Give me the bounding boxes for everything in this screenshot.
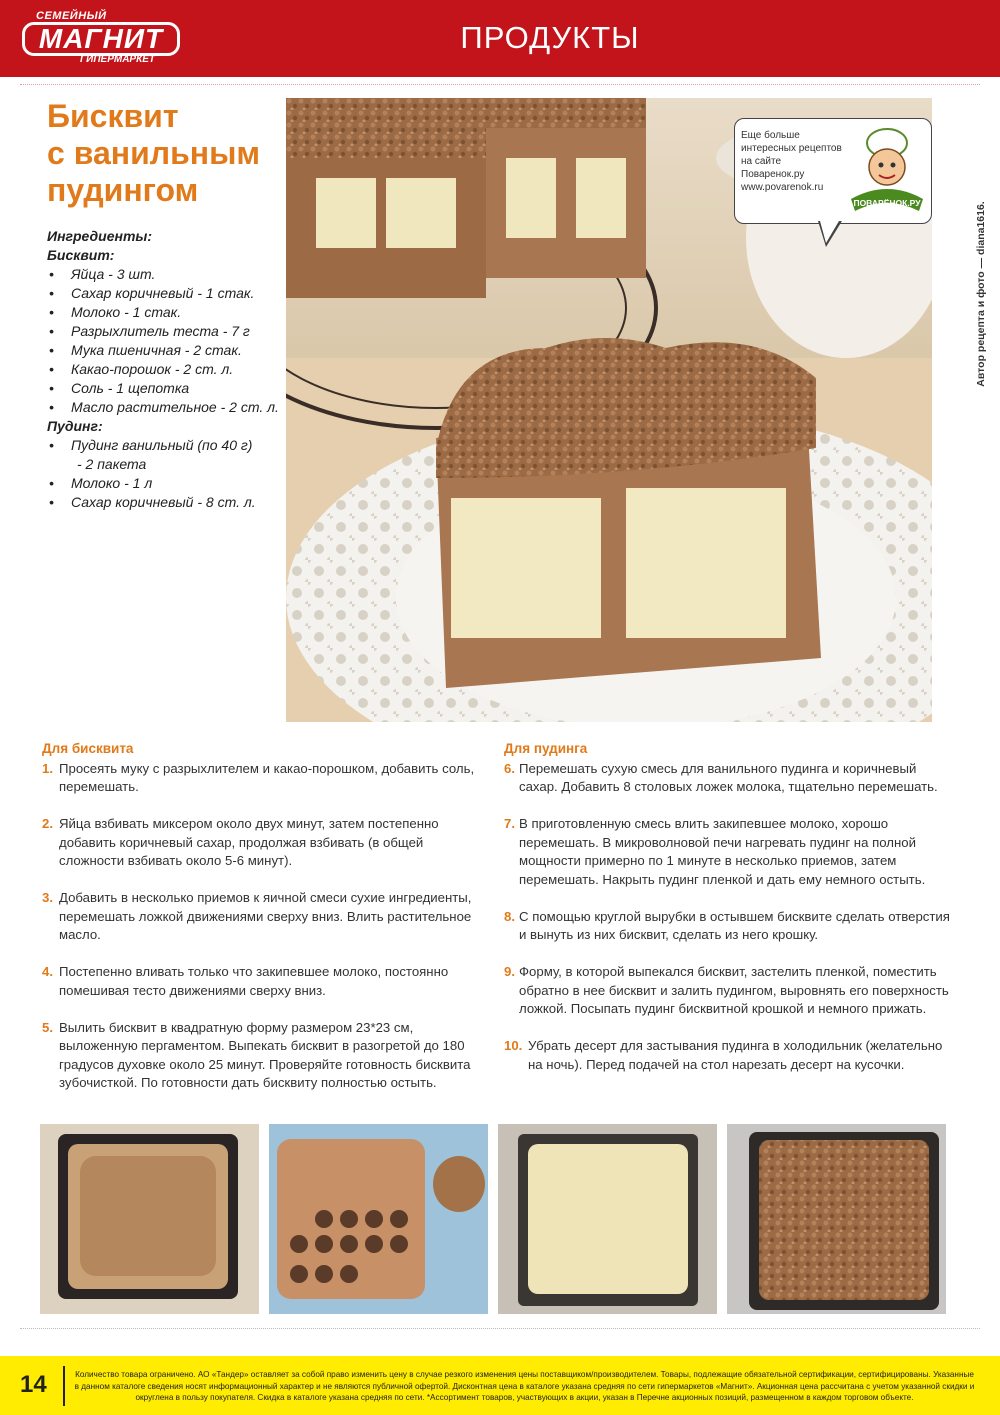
step-text: С помощью круглой вырубки в остывшем бисквите сделать отверстия и вынуть из них бисквит, сделать из него крошку.	[519, 908, 950, 942]
logo-top-text: СЕМЕЙНЫЙ	[36, 10, 107, 22]
step-number: 2.	[42, 816, 53, 831]
ingredient-text-cont: - 2 пакета	[77, 456, 147, 472]
step-item	[504, 1037, 954, 1074]
step-item	[42, 963, 492, 1000]
step-item	[504, 815, 954, 889]
ingredients-heading: Ингредиенты:	[47, 228, 153, 244]
ingredient-item: • Яйца - 3 шт.	[71, 265, 282, 284]
ingredient-item: • Сахар коричневый - 8 ст. л.	[71, 493, 282, 512]
footer-dotted-line	[20, 1328, 980, 1329]
sponge-steps-heading: Для бисквита	[42, 741, 134, 756]
ingredient-item: • Мука пшеничная - 2 стак.	[71, 341, 282, 360]
step-number: 5.	[42, 1019, 53, 1035]
step-photo	[269, 1124, 488, 1314]
step-text: Перемешать сухую смесь для ванильного пудинга и коричневый сахар. Добавить 8 столовых ложек молока, тщательно перемешать.	[519, 760, 938, 794]
povarenok-callout	[734, 118, 932, 224]
header-dotted-line	[20, 84, 980, 85]
callout-line: Еще больше	[741, 130, 800, 141]
pudding-ingredients-list	[47, 436, 282, 512]
step-text: Форму, в которой выпекался бисквит, застелить пленкой, поместить обратно в нее бисквит и залить пудингом, выровнять его поверхность ложкой. Посыпать пудинг бисквитной крошкой и немного прижать.	[519, 964, 949, 1016]
povarenok-logo	[847, 125, 927, 217]
logo-main-text: МАГНИТ	[38, 23, 164, 54]
povarenok-logo-text: ПОВАРЁНОК.РУ	[853, 198, 921, 208]
step-item	[504, 908, 954, 945]
pudding-steps	[504, 740, 954, 1093]
step-item	[504, 963, 954, 1019]
step-text: Просеять муку с разрыхлителем и какао-порошком, добавить соль, перемешать.	[59, 760, 475, 794]
ingredient-item	[71, 436, 282, 474]
recipe-title-line: Бисквит	[47, 98, 179, 134]
pudding-steps-heading: Для пудинга	[504, 741, 588, 756]
step-text: Постепенно вливать только что закипевшее молоко, постоянно помешивая тесто движениями сверху вниз.	[59, 964, 449, 998]
ingredient-item: • Соль - 1 щепотка	[71, 379, 282, 398]
recipe-title-line: с ванильным	[47, 134, 261, 171]
ingredient-item: • Молоко - 1 стак.	[71, 303, 282, 322]
magnit-logo	[22, 10, 182, 66]
step-text: В приготовленную смесь влить закипевшее молоко, хорошо перемешать. В микроволновой печи нагревать пудинг на полной мощности примерно по 1 минуте в несколько приемов, затем перемешать. Накрыть пудинг пленкой и дать ему немного остыть.	[519, 816, 926, 887]
sponge-ingredients-list	[47, 265, 282, 417]
footer-disclaimer: Количество товара ограничено. АО «Тандер» оставляет за собой право изменить цену в случае резкого изменения цены поставщиком/производителем. Товары, подлежащие обязательной сертификации, сертифицированы. Указанные в данном каталоге сведения носят информационный характер и не являются публичной офертой. Дисконтная цена в каталоге указана средняя по сети гипермаркетов «Магнит». Акционная цена рассчитана с учетом указанной скидки и округлена в пользу покупателя. Скидка в каталоге указана средняя по сети. *Ассортимент товаров, участвующих в акции, указан в Перечне акционных позиций, размещенном в каждом торговом объекте.	[74, 1370, 975, 1402]
ingredient-item: • Масло растительное - 2 ст. л.	[71, 398, 282, 417]
ingredient-text: Пудинг ванильный (по 40 г)	[71, 437, 253, 453]
callout-link[interactable]: www.povarenok.ru	[741, 182, 824, 193]
callout-text	[741, 129, 846, 194]
sponge-steps	[42, 740, 492, 1111]
step-item	[504, 760, 954, 797]
step-number: 3.	[42, 890, 53, 905]
step-text: Убрать десерт для застывания пудинга в холодильник (желательно на ночь). Перед подачей на стол нарезать десерт на кусочки.	[528, 1038, 943, 1072]
ingredient-item: • Молоко - 1 л	[71, 474, 282, 493]
step-text: Яйца взбивать миксером около двух минут, затем постепенно добавить коричневый сахар, продолжая взбивать (в общей сложности взбивать около 5-6 минут).	[59, 816, 439, 868]
step-number: 9.	[504, 964, 515, 979]
pudding-heading: Пудинг:	[47, 418, 103, 434]
section-title: ПРОДУКТЫ	[460, 20, 640, 55]
step-number: 10.	[504, 1038, 523, 1053]
page-number: 14	[20, 1371, 47, 1398]
step-photo	[727, 1124, 946, 1314]
step-number: 4.	[42, 964, 53, 979]
sponge-heading: Бисквит:	[47, 247, 115, 263]
ingredient-item: • Какао-порошок - 2 ст. л.	[71, 360, 282, 379]
footer-separator	[63, 1366, 65, 1406]
step-photo	[498, 1124, 717, 1314]
step-item	[42, 815, 492, 871]
callout-line: интересных рецептов	[741, 143, 842, 154]
step-text: Вылить бисквит в квадратную форму размером 23*23 см, выложенную пергаментом. Выпекать бисквит в разогретой до 180 градусов духовке около 25 минут. Проверяйте готовность бисквита зубочисткой. По готовности дать бисквиту полностью остыть.	[59, 1019, 471, 1090]
step-number: 8.	[504, 908, 515, 924]
step-item	[42, 889, 492, 945]
recipe-title-line: пудингом	[47, 171, 199, 208]
logo-frame	[22, 22, 180, 56]
ingredient-item: • Сахар коричневый - 1 стак.	[71, 284, 282, 303]
step-number: 1.	[42, 760, 53, 776]
recipe-title	[47, 98, 277, 208]
step-number: 7.	[504, 816, 515, 831]
step-photos	[40, 1124, 960, 1314]
step-number: 6.	[504, 760, 515, 776]
header-divider	[0, 77, 1000, 80]
ingredient-item: • Разрыхлитель теста - 7 г	[71, 322, 282, 341]
step-item	[42, 1019, 492, 1093]
ingredients-block	[47, 227, 282, 512]
logo-bottom-text: ГИПЕРМАРКЕТ	[80, 54, 156, 65]
callout-tail-fill	[820, 221, 839, 243]
step-photo	[40, 1124, 259, 1314]
photo-credit: Автор рецепта и фото — diana1616.	[975, 201, 987, 387]
step-text: Добавить в несколько приемов к яичной смеси сухие ингредиенты, перемешать ложкой движениями сверху вниз. Влить растительное масло.	[59, 890, 472, 942]
step-item	[42, 760, 492, 797]
callout-line: на сайте Поваренок.ру	[741, 156, 805, 180]
